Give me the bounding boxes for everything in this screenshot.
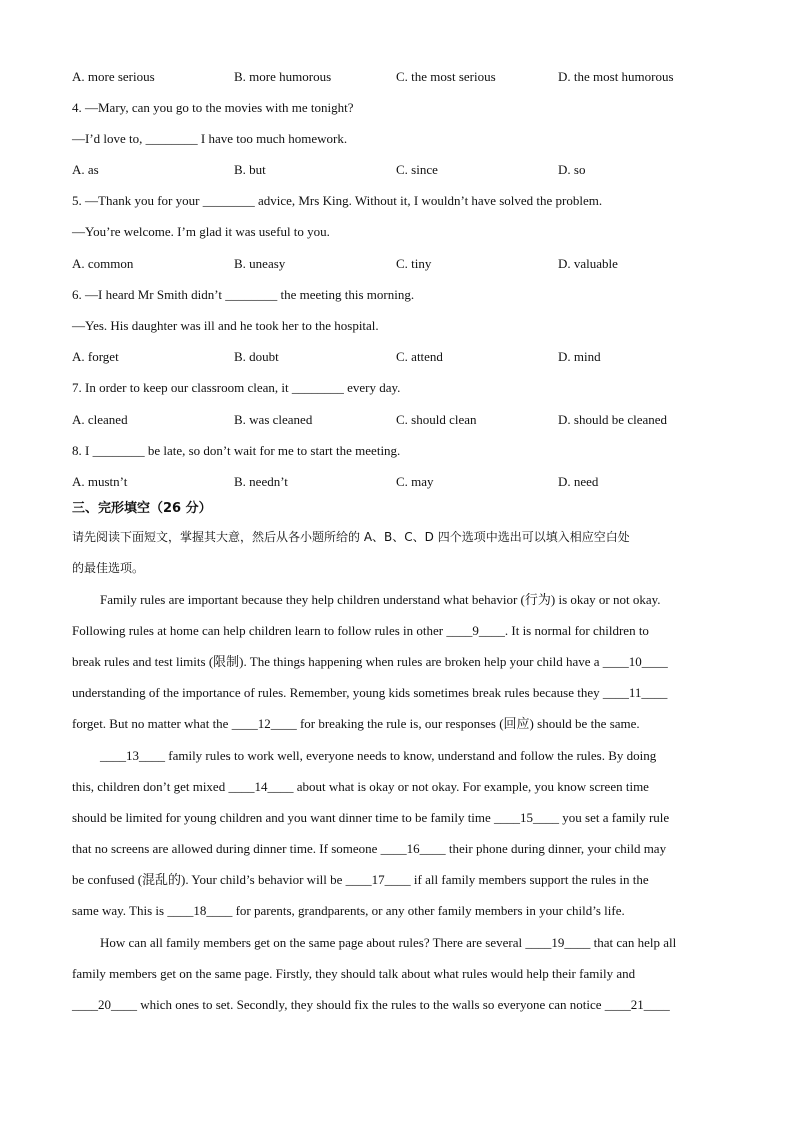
passage-p3-line-3: ____20____ which ones to set. Secondly, they should fix the rules to the walls so everyone can notice ____21____ [72, 997, 670, 1012]
passage-p2-line-6: same way. This is ____18____ for parents, grandparents, or any other family members in your child’s life. [72, 903, 625, 918]
q4-option-d: D. so [558, 162, 586, 177]
q7-option-d: D. should be cleaned [558, 412, 668, 427]
q4-stem: 4. —Mary, can you go to the movies with me tonight? [72, 100, 354, 115]
q6-options [72, 348, 732, 366]
q6-option-b: B. doubt [234, 349, 279, 364]
q3-option-c: C. the most serious [396, 69, 496, 84]
q6-answer: —Yes. His daughter was ill and he took her to the hospital. [72, 318, 379, 333]
q5-option-a: A. common [72, 256, 134, 271]
q5-option-c: C. tiny [396, 256, 432, 271]
q8-options [72, 473, 732, 491]
q8-option-c: C. may [396, 474, 434, 489]
q3-option-a: A. more serious [72, 69, 155, 84]
q7-option-b: B. was cleaned [234, 412, 313, 427]
q8-option-b: B. needn’t [234, 474, 288, 489]
q4-option-b: B. but [234, 162, 266, 177]
q8-stem: 8. I ________ be late, so don’t wait for me to start the meeting. [72, 443, 401, 458]
passage-p3-line-2: family members get on the same page. Firstly, they should talk about what rules would help their family and [72, 966, 636, 981]
passage-p2-line-4: that no screens are allowed during dinner time. If someone ____16____ their phone during dinner, your child may [72, 841, 667, 856]
q5-option-d: D. valuable [558, 256, 618, 271]
q8-option-a: A. mustn’t [72, 474, 128, 489]
q3-options [72, 68, 732, 86]
q7-option-a: A. cleaned [72, 412, 128, 427]
passage-p2-line-5: be confused (混乱的). Your child’s behavior will be ____17____ if all family members support the rules in the [72, 872, 649, 887]
passage-p2-line-1: ____13____ family rules to work well, everyone needs to know, understand and follow the rules. By doing [100, 748, 657, 763]
q4-options [72, 161, 732, 179]
q7-option-c: C. should clean [396, 412, 477, 427]
q7-options [72, 411, 732, 429]
q8-option-d: D. need [558, 474, 599, 489]
passage-p1-line-4: understanding of the importance of rules. Remember, young kids sometimes break rules because they ____11____ [72, 685, 668, 700]
passage-p2-line-3: should be limited for young children and you want dinner time to be family time ____15____ you set a family rule [72, 810, 670, 825]
q5-options [72, 255, 732, 273]
passage-p3-line-1: How can all family members get on the same page about rules? There are several ____19____ that can help all [100, 935, 677, 950]
q6-option-c: C. attend [396, 349, 443, 364]
q5-answer: —You’re welcome. I’m glad it was useful to you. [72, 224, 330, 239]
passage-p1-line-1: Family rules are important because they help children understand what behavior (行为) is okay or not okay. [100, 592, 661, 607]
passage-p1-line-5: forget. But no matter what the ____12____ for breaking the rule is, our responses (回应) should be the same. [72, 716, 640, 731]
q5-stem: 5. —Thank you for your ________ advice, Mrs King. Without it, I wouldn’t have solved the problem. [72, 193, 603, 208]
q3-option-d: D. the most humorous [558, 69, 674, 84]
q7-stem: 7. In order to keep our classroom clean, it ________ every day. [72, 380, 401, 395]
q3-option-b: B. more humorous [234, 69, 332, 84]
passage-p1-line-2: Following rules at home can help children learn to follow rules in other ____9____. It is normal for children to [72, 623, 649, 638]
q6-option-d: D. mind [558, 349, 601, 364]
section-3-instruction-line-2: 的最佳选项。 [72, 561, 145, 575]
passage-p1-line-3: break rules and test limits (限制). The things happening when rules are broken help your child have a ____10____ [72, 654, 668, 669]
q4-option-c: C. since [396, 162, 438, 177]
section-3-title: 三、完形填空（26 分） [72, 501, 212, 516]
section-3-instruction-line-1: 请先阅读下面短文，掌握其大意，然后从各小题所给的 A、B、C、D 四个选项中选出可以填入相应空白处 [72, 530, 630, 544]
q6-option-a: A. forget [72, 349, 119, 364]
q5-option-b: B. uneasy [234, 256, 286, 271]
q4-answer: —I’d love to, ________ I have too much homework. [72, 131, 348, 146]
passage-p2-line-2: this, children don’t get mixed ____14____ about what is okay or not okay. For example, you know screen time [72, 779, 649, 794]
q4-option-a: A. as [72, 162, 99, 177]
q6-stem: 6. —I heard Mr Smith didn’t ________ the meeting this morning. [72, 287, 415, 302]
